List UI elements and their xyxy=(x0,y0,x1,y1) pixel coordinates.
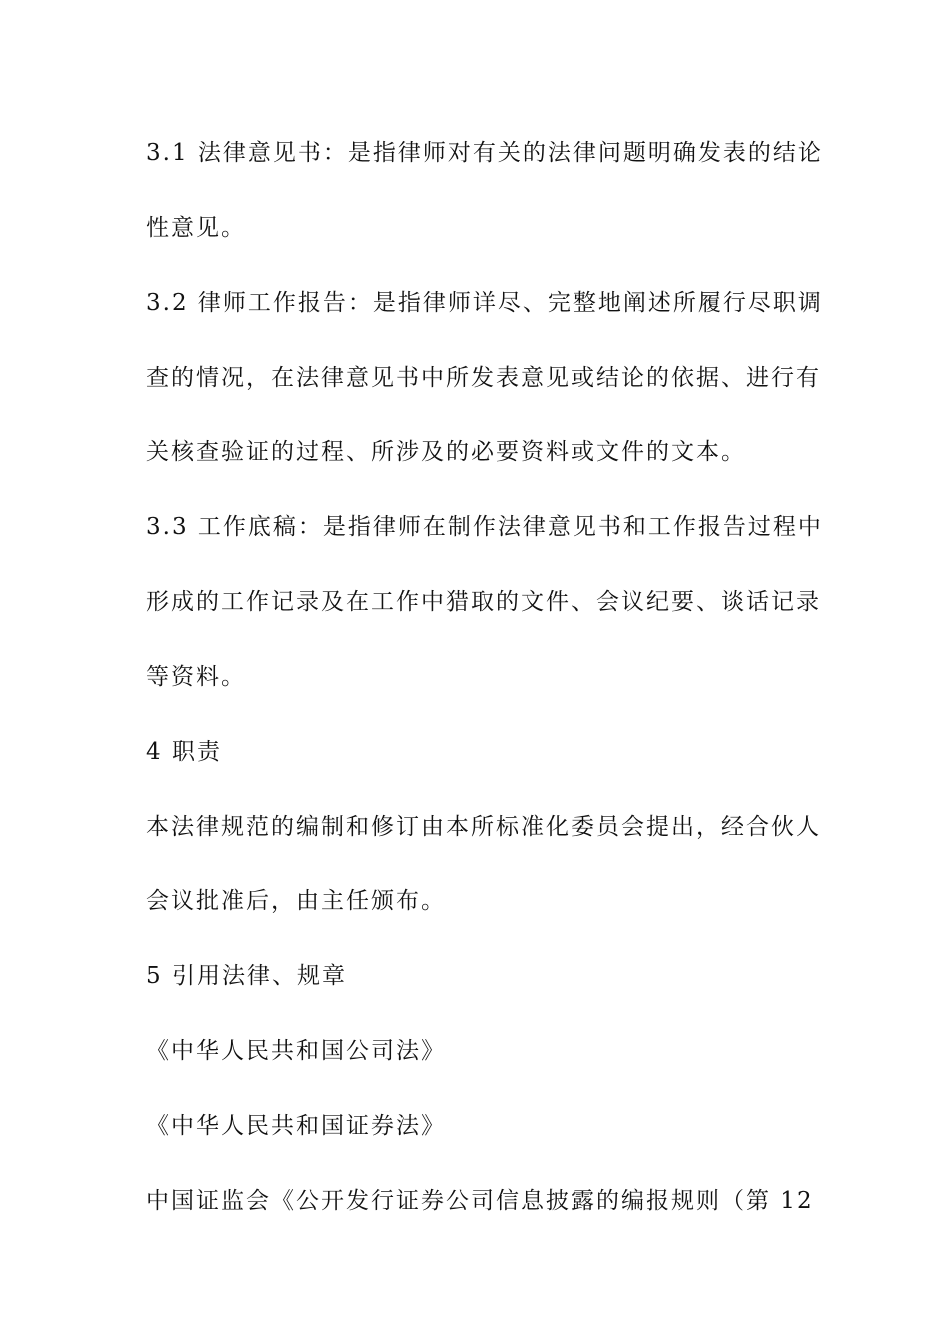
definition-3-2-line-2: 查的情况，在法律意见书中所发表意见或结论的依据、进行有 xyxy=(146,365,821,391)
reference-company-law: 《中华人民共和国公司法》 xyxy=(146,1038,446,1064)
reference-csrc-rules-line-1: 中国证监会《公开发行证券公司信息披露的编报规则（第 12 xyxy=(146,1188,814,1214)
section-4-body-line-1: 本法律规范的编制和修订由本所标准化委员会提出，经合伙人 xyxy=(146,814,821,840)
definition-3-1-line-1: 3.1 法律意见书：是指律师对有关的法律问题明确发表的结论 xyxy=(146,140,823,166)
definition-3-3-line-3: 等资料。 xyxy=(146,664,246,690)
definition-3-1-line-2: 性意见。 xyxy=(146,215,246,241)
definition-3-3-line-2: 形成的工作记录及在工作中猎取的文件、会议纪要、谈话记录 xyxy=(146,589,821,615)
section-4-body-line-2: 会议批准后，由主任颁布。 xyxy=(146,888,446,914)
section-4-heading: 4 职责 xyxy=(146,739,222,765)
definition-3-2-line-3: 关核查验证的过程、所涉及的必要资料或文件的文本。 xyxy=(146,439,746,465)
definition-3-2-line-1: 3.2 律师工作报告：是指律师详尽、完整地阐述所履行尽职调 xyxy=(146,290,823,316)
definition-3-3-line-1: 3.3 工作底稿：是指律师在制作法律意见书和工作报告过程中 xyxy=(146,514,823,540)
section-5-heading: 5 引用法律、规章 xyxy=(146,963,347,989)
reference-securities-law: 《中华人民共和国证券法》 xyxy=(146,1113,446,1139)
